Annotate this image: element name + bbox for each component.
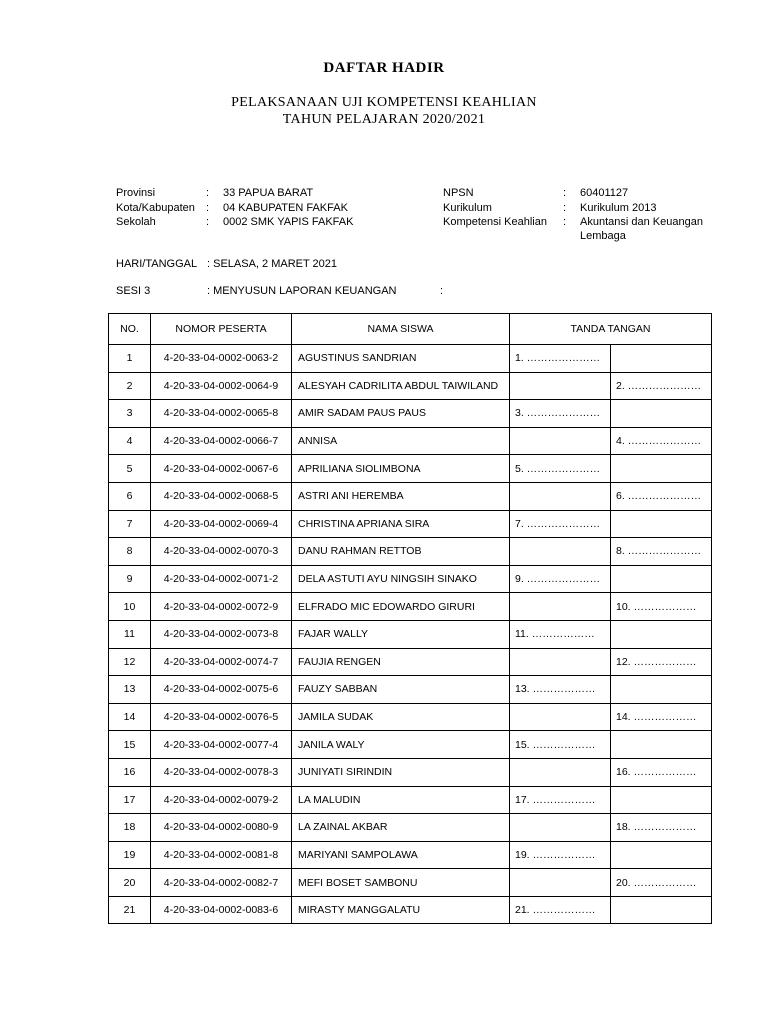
cell-no: 12 bbox=[109, 648, 151, 676]
signature-slot-left: 15. ……………… bbox=[510, 731, 611, 759]
cell-nama-siswa: ALESYAH CADRILITA ABDUL TAIWILAND bbox=[292, 372, 510, 400]
cell-no: 20 bbox=[109, 869, 151, 897]
cell-nomor-peserta: 4-20-33-04-0002-0075-6 bbox=[151, 676, 292, 704]
cell-nama-siswa: LA ZAINAL AKBAR bbox=[292, 814, 510, 842]
cell-no: 2 bbox=[109, 372, 151, 400]
signature-slot-right bbox=[611, 896, 712, 924]
signature-slot-right bbox=[611, 455, 712, 483]
info-label-kurikulum: Kurikulum bbox=[443, 202, 492, 214]
info-sep: : bbox=[206, 187, 210, 199]
signature-slot-right bbox=[611, 676, 712, 704]
cell-nama-siswa: JAMILA SUDAK bbox=[292, 703, 510, 731]
table-row bbox=[109, 703, 712, 731]
signature-slot-right: 16. ……………… bbox=[611, 758, 712, 786]
cell-nama-siswa: APRILIANA SIOLIMBONA bbox=[292, 455, 510, 483]
cell-nomor-peserta: 4-20-33-04-0002-0081-8 bbox=[151, 841, 292, 869]
signature-slot-right bbox=[611, 841, 712, 869]
document-subtitle-1: PELAKSANAAN UJI KOMPETENSI KEAHLIAN bbox=[231, 95, 537, 110]
cell-nomor-peserta: 4-20-33-04-0002-0069-4 bbox=[151, 510, 292, 538]
table-row bbox=[109, 648, 712, 676]
table-row bbox=[109, 841, 712, 869]
info-sep: : bbox=[563, 187, 567, 199]
signature-slot-left bbox=[510, 648, 611, 676]
cell-nomor-peserta: 4-20-33-04-0002-0068-5 bbox=[151, 482, 292, 510]
cell-nomor-peserta: 4-20-33-04-0002-0073-8 bbox=[151, 620, 292, 648]
table-row bbox=[109, 372, 712, 400]
cell-nomor-peserta: 4-20-33-04-0002-0064-9 bbox=[151, 372, 292, 400]
signature-slot-right: 14. ……………… bbox=[611, 703, 712, 731]
cell-nomor-peserta: 4-20-33-04-0002-0072-9 bbox=[151, 593, 292, 621]
cell-no: 9 bbox=[109, 565, 151, 593]
cell-nama-siswa: FAJAR WALLY bbox=[292, 620, 510, 648]
signature-slot-left: 3. ………………… bbox=[510, 400, 611, 428]
info-value-provinsi: 33 PAPUA BARAT bbox=[223, 187, 314, 199]
signature-slot-left bbox=[510, 593, 611, 621]
table-row bbox=[109, 814, 712, 842]
signature-slot-right: 18. ……………… bbox=[611, 814, 712, 842]
info-label-npsn: NPSN bbox=[443, 187, 474, 199]
table-row bbox=[109, 676, 712, 704]
cell-nama-siswa: DANU RAHMAN RETTOB bbox=[292, 538, 510, 566]
table-row bbox=[109, 593, 712, 621]
info-value-kurikulum: Kurikulum 2013 bbox=[580, 202, 657, 214]
signature-slot-left: 5. ………………… bbox=[510, 455, 611, 483]
info-label-provinsi: Provinsi bbox=[116, 187, 156, 199]
table-row bbox=[109, 620, 712, 648]
cell-no: 11 bbox=[109, 620, 151, 648]
header-nama-siswa: NAMA SISWA bbox=[292, 314, 510, 345]
cell-nama-siswa: AGUSTINUS SANDRIAN bbox=[292, 345, 510, 373]
document-subtitle-2: TAHUN PELAJARAN 2020/2021 bbox=[282, 112, 486, 127]
cell-nomor-peserta: 4-20-33-04-0002-0067-6 bbox=[151, 455, 292, 483]
signature-slot-left bbox=[510, 482, 611, 510]
cell-nomor-peserta: 4-20-33-04-0002-0079-2 bbox=[151, 786, 292, 814]
sesi-colon: : bbox=[440, 285, 444, 297]
info-sep: : bbox=[563, 216, 567, 228]
table-row bbox=[109, 345, 712, 373]
cell-nomor-peserta: 4-20-33-04-0002-0082-7 bbox=[151, 869, 292, 897]
cell-nama-siswa: MARIYANI SAMPOLAWA bbox=[292, 841, 510, 869]
cell-no: 8 bbox=[109, 538, 151, 566]
table-row bbox=[109, 565, 712, 593]
cell-nama-siswa: ASTRI ANI HEREMBA bbox=[292, 482, 510, 510]
cell-no: 13 bbox=[109, 676, 151, 704]
signature-slot-left: 21. ……………… bbox=[510, 896, 611, 924]
cell-nomor-peserta: 4-20-33-04-0002-0070-3 bbox=[151, 538, 292, 566]
info-value-kota: 04 KABUPATEN FAKFAK bbox=[223, 202, 348, 214]
table-row bbox=[109, 455, 712, 483]
cell-nama-siswa: ANNISA bbox=[292, 427, 510, 455]
table-row bbox=[109, 538, 712, 566]
cell-no: 19 bbox=[109, 841, 151, 869]
cell-nomor-peserta: 4-20-33-04-0002-0074-7 bbox=[151, 648, 292, 676]
signature-slot-left bbox=[510, 869, 611, 897]
table-row bbox=[109, 400, 712, 428]
date-label: HARI/TANGGAL bbox=[116, 258, 198, 270]
cell-nama-siswa: LA MALUDIN bbox=[292, 786, 510, 814]
signature-slot-right bbox=[611, 400, 712, 428]
date-value: : SELASA, 2 MARET 2021 bbox=[207, 258, 338, 270]
info-sep: : bbox=[206, 216, 210, 228]
table-row bbox=[109, 427, 712, 455]
info-label-kompetensi: Kompetensi Keahlian bbox=[443, 216, 547, 228]
info-sep: : bbox=[563, 202, 567, 214]
info-value-kompetensi-line2: Lembaga bbox=[580, 230, 626, 242]
cell-no: 7 bbox=[109, 510, 151, 538]
signature-slot-right: 20. ……………… bbox=[611, 869, 712, 897]
cell-nama-siswa: JUNIYATI SIRINDIN bbox=[292, 758, 510, 786]
table-header-row bbox=[109, 314, 712, 345]
info-value-npsn: 60401127 bbox=[580, 187, 629, 199]
header-nomor-peserta: NOMOR PESERTA bbox=[151, 314, 292, 345]
info-value-sekolah: 0002 SMK YAPIS FAKFAK bbox=[223, 216, 354, 228]
signature-slot-right bbox=[611, 345, 712, 373]
cell-nomor-peserta: 4-20-33-04-0002-0080-9 bbox=[151, 814, 292, 842]
table-row bbox=[109, 786, 712, 814]
signature-slot-left: 13. ……………… bbox=[510, 676, 611, 704]
cell-no: 18 bbox=[109, 814, 151, 842]
cell-no: 21 bbox=[109, 896, 151, 924]
table-row bbox=[109, 758, 712, 786]
signature-slot-right: 12. ……………… bbox=[611, 648, 712, 676]
signature-slot-right bbox=[611, 620, 712, 648]
signature-slot-left bbox=[510, 427, 611, 455]
cell-no: 6 bbox=[109, 482, 151, 510]
cell-nama-siswa: FAUJIA RENGEN bbox=[292, 648, 510, 676]
attendance-table bbox=[108, 313, 712, 924]
signature-slot-right: 10. ……………… bbox=[611, 593, 712, 621]
cell-nomor-peserta: 4-20-33-04-0002-0065-8 bbox=[151, 400, 292, 428]
table-row bbox=[109, 896, 712, 924]
table-row bbox=[109, 731, 712, 759]
cell-nomor-peserta: 4-20-33-04-0002-0076-5 bbox=[151, 703, 292, 731]
cell-nama-siswa: DELA ASTUTI AYU NINGSIH SINAKO bbox=[292, 565, 510, 593]
signature-slot-right bbox=[611, 786, 712, 814]
cell-nomor-peserta: 4-20-33-04-0002-0066-7 bbox=[151, 427, 292, 455]
signature-slot-left: 19. ……………… bbox=[510, 841, 611, 869]
signature-slot-left bbox=[510, 814, 611, 842]
cell-no: 3 bbox=[109, 400, 151, 428]
cell-nomor-peserta: 4-20-33-04-0002-0063-2 bbox=[151, 345, 292, 373]
info-label-sekolah: Sekolah bbox=[116, 216, 156, 228]
table-row bbox=[109, 869, 712, 897]
sesi-label: SESI 3 bbox=[116, 285, 151, 297]
signature-slot-left bbox=[510, 758, 611, 786]
header-tanda-tangan: TANDA TANGAN bbox=[510, 314, 712, 345]
signature-slot-right bbox=[611, 510, 712, 538]
cell-no: 5 bbox=[109, 455, 151, 483]
signature-slot-left bbox=[510, 703, 611, 731]
signature-slot-right: 2. ………………… bbox=[611, 372, 712, 400]
document-title: DAFTAR HADIR bbox=[323, 60, 445, 76]
signature-slot-left: 9. ………………… bbox=[510, 565, 611, 593]
info-value-kompetensi: Akuntansi dan Keuangan bbox=[580, 216, 703, 228]
signature-slot-left: 17. ……………… bbox=[510, 786, 611, 814]
cell-nama-siswa: ELFRADO MIC EDOWARDO GIRURI bbox=[292, 593, 510, 621]
signature-slot-right bbox=[611, 565, 712, 593]
signature-slot-left bbox=[510, 372, 611, 400]
cell-no: 1 bbox=[109, 345, 151, 373]
cell-nama-siswa: AMIR SADAM PAUS PAUS bbox=[292, 400, 510, 428]
table-row bbox=[109, 510, 712, 538]
info-label-kota: Kota/Kabupaten bbox=[116, 202, 195, 214]
cell-no: 4 bbox=[109, 427, 151, 455]
signature-slot-left: 11. ……………… bbox=[510, 620, 611, 648]
signature-slot-right: 6. ………………… bbox=[611, 482, 712, 510]
cell-nama-siswa: JANILA WALY bbox=[292, 731, 510, 759]
signature-slot-left: 7. ………………… bbox=[510, 510, 611, 538]
signature-slot-right bbox=[611, 731, 712, 759]
cell-no: 17 bbox=[109, 786, 151, 814]
cell-nomor-peserta: 4-20-33-04-0002-0071-2 bbox=[151, 565, 292, 593]
signature-slot-right: 4. ………………… bbox=[611, 427, 712, 455]
sesi-value: : MENYUSUN LAPORAN KEUANGAN bbox=[207, 285, 397, 297]
signature-slot-left: 1. ………………… bbox=[510, 345, 611, 373]
signature-slot-right: 8. ………………… bbox=[611, 538, 712, 566]
info-sep: : bbox=[206, 202, 210, 214]
signature-slot-left bbox=[510, 538, 611, 566]
header-no: NO. bbox=[109, 314, 151, 345]
cell-nama-siswa: MEFI BOSET SAMBONU bbox=[292, 869, 510, 897]
cell-nama-siswa: CHRISTINA APRIANA SIRA bbox=[292, 510, 510, 538]
cell-no: 14 bbox=[109, 703, 151, 731]
cell-nomor-peserta: 4-20-33-04-0002-0077-4 bbox=[151, 731, 292, 759]
table-row bbox=[109, 482, 712, 510]
cell-no: 10 bbox=[109, 593, 151, 621]
table-body bbox=[109, 345, 712, 924]
cell-nama-siswa: MIRASTY MANGGALATU bbox=[292, 896, 510, 924]
cell-no: 15 bbox=[109, 731, 151, 759]
cell-nama-siswa: FAUZY SABBAN bbox=[292, 676, 510, 704]
cell-nomor-peserta: 4-20-33-04-0002-0078-3 bbox=[151, 758, 292, 786]
cell-nomor-peserta: 4-20-33-04-0002-0083-6 bbox=[151, 896, 292, 924]
cell-no: 16 bbox=[109, 758, 151, 786]
